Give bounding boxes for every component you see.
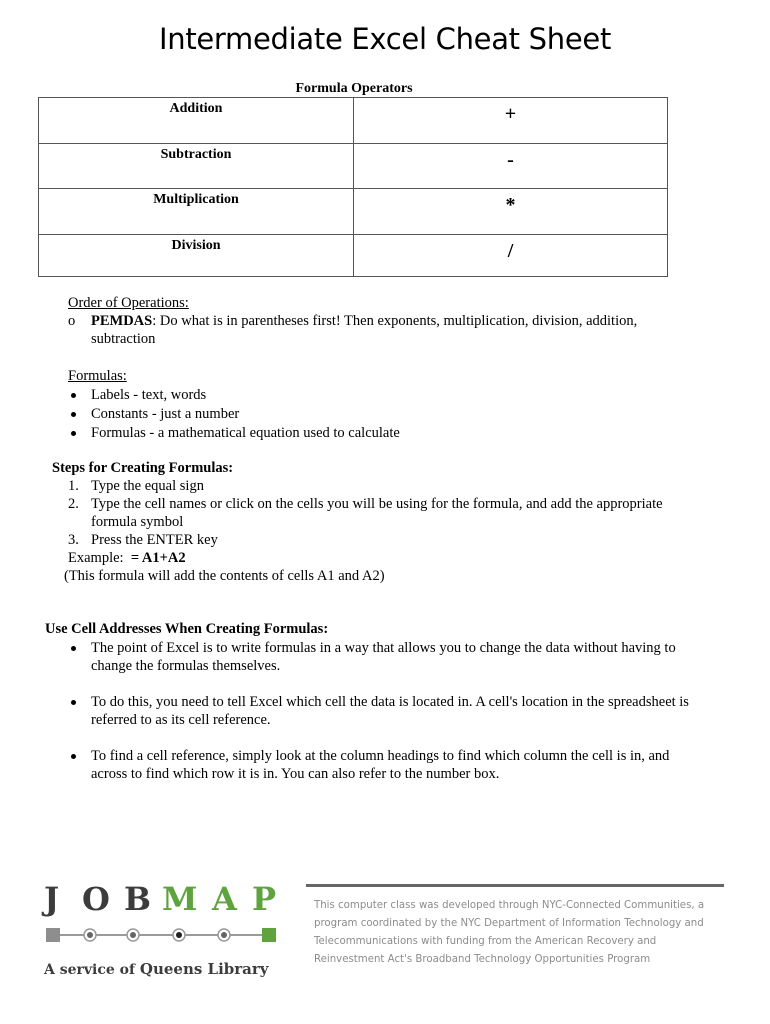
footer-line: Telecommunications with funding from the American Recovery and	[314, 936, 657, 947]
logo-letter: P	[252, 880, 277, 918]
list-item-text: To do this, you need to tell Excel which cell the data is located in. A cell's location in the spreadsheet is	[91, 694, 689, 710]
step-number: 2.	[68, 496, 79, 512]
logo-letter: J	[44, 880, 60, 918]
operator-symbol: /	[354, 235, 668, 277]
footer-line: program coordinated by the NYC Department of Information Technology and	[314, 918, 704, 929]
bullet-icon	[71, 393, 76, 398]
list-item	[52, 495, 732, 513]
footer-line: This computer class was developed through NYC-Connected Communities, a	[314, 900, 705, 911]
route-line-icon	[44, 924, 280, 946]
list-item	[45, 639, 735, 657]
list-item	[68, 424, 728, 442]
list-item	[52, 531, 732, 549]
list-item-text-continued: change the formulas themselves.	[91, 658, 281, 674]
list-item-text: To find a cell reference, simply look at the column headings to find which column the cell is in, and	[91, 748, 670, 764]
cell-addresses-section	[45, 620, 735, 783]
operator-symbol: *	[354, 189, 668, 235]
list-item-text: Formulas - a mathematical equation used to calculate	[91, 425, 400, 441]
bullet-icon	[71, 412, 76, 417]
section-heading: Formulas:	[68, 368, 127, 384]
pemdas-text: : Do what is in parentheses first! Then exponents, multiplication, division, addition,	[152, 313, 638, 329]
operator-name: Subtraction	[39, 144, 354, 189]
example-line	[52, 549, 732, 567]
list-item-text-continued: referred to as its cell reference.	[91, 712, 271, 728]
jobmap-logo	[44, 880, 284, 980]
list-item	[68, 386, 728, 404]
example-label: Example:	[68, 550, 124, 566]
logo-letter: O	[82, 880, 110, 918]
step-number: 1.	[68, 478, 79, 494]
list-item	[68, 312, 728, 330]
operators-table-caption: Formula Operators	[295, 81, 413, 96]
operator-name: Addition	[39, 98, 354, 144]
operator-name: Division	[39, 235, 354, 277]
logo-letter: A	[212, 880, 237, 918]
formulas-section	[68, 367, 728, 442]
step-text: Type the equal sign	[91, 478, 204, 494]
logo-letter: M	[162, 880, 198, 918]
section-heading: Use Cell Addresses When Creating Formulas:	[45, 621, 329, 637]
footer-line: Reinvestment Act's Broadband Technology Opportunities Program	[314, 954, 651, 965]
footer-divider	[306, 884, 724, 887]
steps-section	[52, 459, 732, 585]
service-name: Queens Library	[139, 960, 269, 978]
list-item-text: The point of Excel is to write formulas in a way that allows you to change the data without having to	[91, 640, 676, 656]
list-item	[45, 693, 735, 711]
footer-credits	[314, 897, 724, 969]
table-row	[39, 98, 668, 144]
order-of-operations-section	[68, 294, 728, 348]
step-text: Press the ENTER key	[91, 532, 218, 548]
list-item	[68, 405, 728, 423]
list-item-text: Constants - just a number	[91, 406, 240, 422]
pemdas-text-continued: subtraction	[91, 331, 156, 347]
service-prefix: A service of	[44, 962, 140, 978]
section-heading: Order of Operations:	[68, 295, 189, 311]
page-title: Intermediate Excel Cheat Sheet	[158, 22, 612, 56]
table-row	[39, 189, 668, 235]
list-item	[45, 747, 735, 765]
operator-symbol: +	[354, 98, 668, 144]
list-item-text-continued: across to find which row it is in. You can also refer to the number box.	[91, 766, 500, 782]
step-text-continued: formula symbol	[91, 514, 184, 530]
formula-operators-table	[38, 97, 668, 277]
logo-letter: B	[124, 880, 152, 918]
pemdas-term: PEMDAS	[91, 313, 153, 329]
example-note: (This formula will add the contents of cells A1 and A2)	[64, 568, 385, 584]
section-heading: Steps for Creating Formulas:	[52, 460, 234, 476]
bullet-icon	[71, 646, 76, 651]
table-row	[39, 144, 668, 189]
bullet-icon	[71, 754, 76, 759]
list-item-text: Labels - text, words	[91, 387, 207, 403]
operator-symbol: -	[354, 144, 668, 189]
example-formula: = A1+A2	[130, 550, 186, 566]
list-item	[52, 477, 732, 495]
operator-name: Multiplication	[39, 189, 354, 235]
step-number: 3.	[68, 532, 79, 548]
bullet-icon	[71, 431, 76, 436]
hollow-bullet-icon: o	[68, 313, 76, 329]
service-tagline	[44, 960, 269, 978]
bullet-icon	[71, 700, 76, 705]
step-text: Type the cell names or click on the cells you will be using for the formula, and add the appropriate	[91, 496, 663, 512]
table-row	[39, 235, 668, 277]
